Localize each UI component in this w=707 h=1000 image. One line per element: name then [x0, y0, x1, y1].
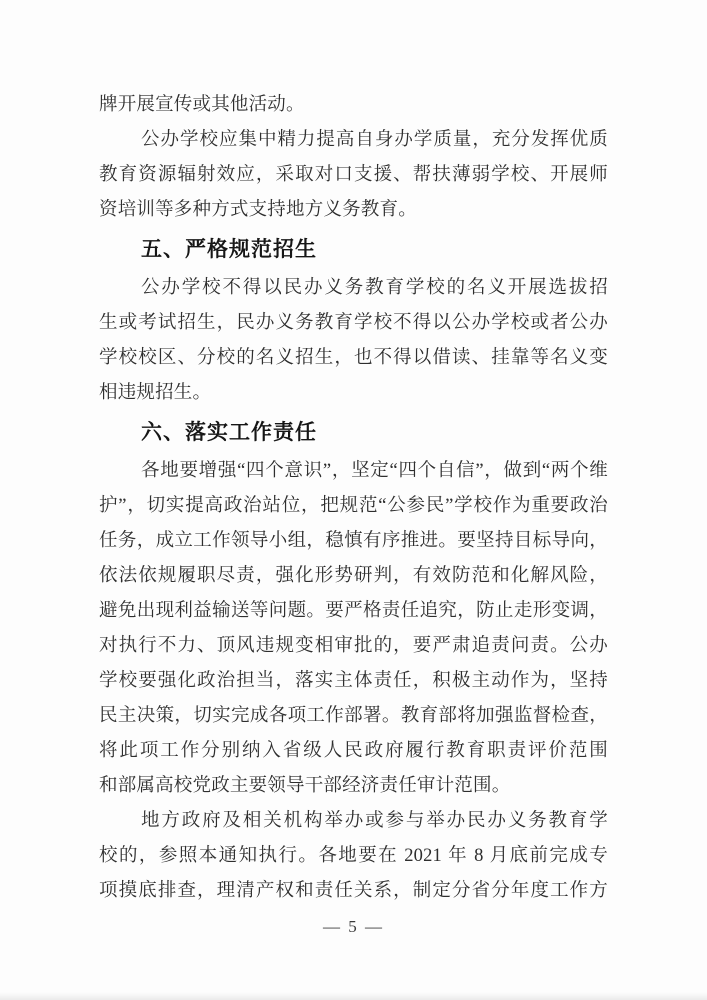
text-line: 相违规招生。 — [99, 383, 212, 403]
document-body — [99, 88, 608, 944]
text-line: 教育资源辐射效应，采取对口支援、帮扶薄弱学校、开展师 — [99, 165, 608, 185]
section-heading-6: 六、落实工作责任 — [141, 421, 317, 444]
text-line: 避免出现利益输送等问题。要严格责任追究，防止走形变调， — [99, 601, 608, 621]
page-number: — 5 — — [323, 917, 384, 936]
text-line: 对执行不力、顶风违规变相审批的，要严肃追责问责。公办 — [99, 636, 608, 656]
text-line: 任务，成立工作领导小组，稳慎有序推进。要坚持目标导向， — [99, 531, 608, 551]
text-line: 生或考试招生，民办义务教育学校不得以公办学校或者公办 — [99, 313, 608, 333]
text-line: 学校要强化政治担当，落实主体责任，积极主动作为，坚持 — [99, 671, 608, 691]
text-line: 将此项工作分别纳入省级人民政府履行教育职责评价范围 — [99, 741, 608, 761]
text-line: 资培训等多种方式支持地方义务教育。 — [99, 200, 417, 220]
text-line: 公办学校不得以民办义务教育学校的名义开展选拔招 — [141, 278, 608, 298]
text-line: 和部属高校党政主要领导干部经济责任审计范围。 — [99, 776, 511, 796]
text-line: 校的，参照本通知执行。各地要在 2021 年 8 月底前完成专 — [99, 846, 608, 866]
text-line: 项摸底排查，理清产权和责任关系，制定分省分年度工作方 — [99, 881, 608, 901]
text-line: 地方政府及相关机构举办或参与举办民办义务教育学 — [141, 811, 608, 831]
text-line: 依法依规履职尽责，强化形势研判，有效防范和化解风险， — [99, 566, 608, 586]
text-line: 各地要增强“四个意识”，坚定“四个自信”，做到“两个维 — [141, 461, 608, 481]
text-line: 学校校区、分校的名义招生，也不得以借读、挂靠等名义变 — [99, 348, 608, 368]
text-line: 牌开展宣传或其他活动。 — [99, 95, 305, 115]
text-line: 民主决策，切实完成各项工作部署。教育部将加强监督检查， — [99, 706, 608, 726]
text-line: 公办学校应集中精力提高自身办学质量，充分发挥优质 — [141, 130, 608, 150]
section-heading-5: 五、严格规范招生 — [141, 238, 317, 261]
text-line: 护”，切实提高政治站位，把规范“公参民”学校作为重要政治 — [99, 496, 608, 516]
